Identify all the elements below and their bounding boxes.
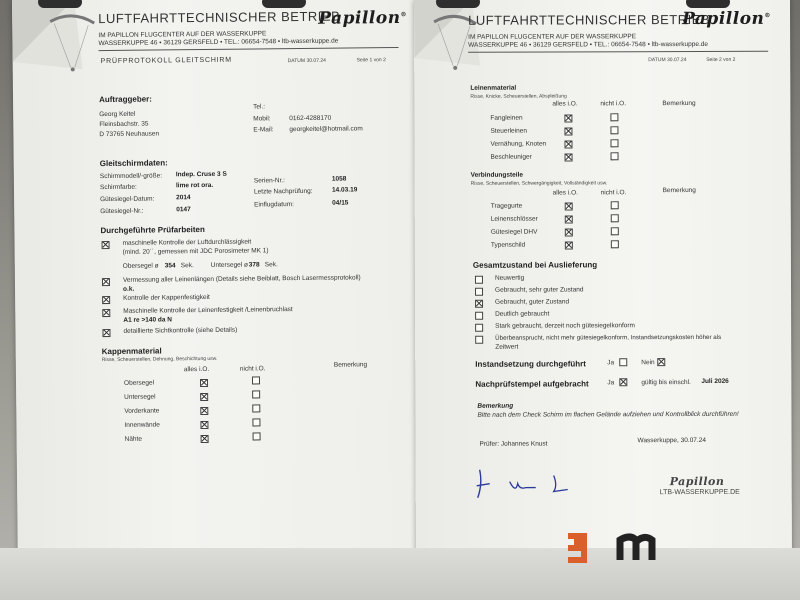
- stamp-yes-checkbox[interactable]: [619, 378, 627, 386]
- email-value: georgkeitel@hotmail.com: [289, 125, 363, 134]
- canopy-nok-checkbox[interactable]: [252, 376, 260, 384]
- lines-row-label: Vernähung, Knoten: [490, 140, 547, 148]
- papillon-logo: Papillon®: [682, 8, 771, 30]
- check-line-strength-checkbox[interactable]: [102, 309, 110, 317]
- condition-option-checkbox[interactable]: [475, 276, 483, 284]
- client-name: Georg Keitel: [99, 110, 136, 119]
- model-label: Schirmmodell/-größe:: [99, 172, 163, 181]
- binder-clip: [436, 0, 480, 8]
- seal-no-value: 0147: [176, 206, 191, 214]
- header-divider: [468, 51, 768, 53]
- condition-option-checkbox[interactable]: [475, 324, 483, 332]
- email-label: E-Mail:: [253, 126, 274, 134]
- stamp-yes-label: Ja: [607, 379, 615, 387]
- canopy-nok-checkbox[interactable]: [252, 404, 260, 412]
- company-address-line1: IM PAPILLON FLUGCENTER AUF DER WASSERKUPPE: [468, 33, 637, 41]
- flight-date-value: 04/15: [332, 199, 349, 207]
- check-line-lengths-checkbox[interactable]: [102, 278, 110, 286]
- client-street: Fleinsbachstr. 35: [99, 120, 149, 129]
- flight-date-label: Einflugdatum:: [254, 201, 294, 209]
- connectors-nok-checkbox[interactable]: [611, 240, 619, 248]
- inspector-signature: [474, 461, 594, 507]
- repair-yes-checkbox[interactable]: [619, 358, 627, 366]
- condition-option-label: Deutlich gebraucht: [495, 310, 550, 318]
- connectors-heading: Verbindungsteile: [470, 171, 523, 179]
- binder-base: [0, 548, 800, 600]
- connectors-ok-checkbox[interactable]: [565, 215, 573, 223]
- lines-ok-checkbox[interactable]: [564, 140, 572, 148]
- check-line-lengths-label: Vermessung aller Leinenlängen (Details siehe Beiblatt, Bosch Lasermessprotokoll): [122, 274, 361, 284]
- lines-nok-checkbox[interactable]: [611, 152, 619, 160]
- page-number: Seite 2 von 2: [706, 56, 736, 63]
- mobile-value: 0162-4288170: [289, 114, 332, 123]
- page-number: Seite 1 von 2: [356, 57, 386, 64]
- canopy-col-ok: alles i.O.: [183, 365, 210, 374]
- canopy-ok-checkbox[interactable]: [200, 421, 208, 429]
- lines-heading: Leinenmaterial: [470, 84, 517, 92]
- tel-label: Tel.:: [253, 103, 266, 111]
- repair-no-checkbox[interactable]: [657, 358, 665, 366]
- canopy-row-label: Vorderkante: [124, 407, 160, 415]
- condition-heading: Gesamtzustand bei Auslieferung: [472, 260, 598, 270]
- repair-no-label: Nein: [641, 359, 655, 367]
- protocol-date: DATUM 30.07.24: [287, 57, 326, 65]
- repair-label: Instandsetzung durchgeführt: [475, 359, 586, 369]
- last-check-value: 14.03.19: [331, 186, 358, 194]
- lines-ok-checkbox[interactable]: [565, 153, 573, 161]
- binder-clip: [262, 0, 306, 8]
- connectors-col-nok: nicht i.O.: [600, 189, 627, 197]
- connectors-row-label: Leinenschlösser: [490, 215, 538, 223]
- canopy-nok-checkbox[interactable]: [252, 418, 260, 426]
- stamp-text: LTB-WASSERKUPPE.DE: [659, 488, 740, 497]
- lower-sail-value: 378: [248, 261, 260, 269]
- place-date: Wasserkuppe, 30.07.24: [637, 436, 706, 445]
- check-visual-label: detaillierte Sichtkontrolle (siehe Details): [123, 326, 238, 335]
- canopy-description: Risse, Scheuerstellen, Dehnung, Beschichtung usw.: [101, 355, 218, 364]
- condition-option-checkbox[interactable]: [475, 288, 483, 296]
- canopy-ok-checkbox[interactable]: [200, 407, 208, 415]
- repair-yes-label: Ja: [607, 359, 615, 367]
- note-heading: Bemerkung: [477, 402, 514, 410]
- lines-ok-checkbox[interactable]: [564, 127, 572, 135]
- note-text: Bitte nach dem Check Schirm im flachen Gelände aufziehen und Kontrollblick durchführen!: [477, 410, 739, 419]
- paraglider-logo-icon: [48, 7, 97, 75]
- lines-ok-checkbox[interactable]: [564, 114, 572, 122]
- condition-option-label: Stark gebraucht, derzeit noch gütesiegelkonform: [495, 322, 635, 330]
- check-permeability-label: maschinelle Kontrolle der Luftdurchlässigkeit: [122, 238, 252, 247]
- company-address-line2: WASSERKUPPE 46 • 36129 GERSFELD • TEL.: 06654-7548 • ltb-wasserkuppe.de: [468, 40, 709, 49]
- stamp-label: Nachprüfstempel aufgebracht: [475, 379, 589, 389]
- canopy-nok-checkbox[interactable]: [253, 432, 261, 440]
- binder-brand-logo-icon: [560, 530, 660, 566]
- canopy-row-label: Innenwände: [124, 421, 160, 429]
- seal-date-value: 2014: [176, 194, 191, 202]
- canopy-row-label: Untersegel: [124, 393, 156, 401]
- condition-option-checkbox[interactable]: [475, 336, 483, 344]
- client-city: D 73765 Neuhausen: [99, 130, 160, 139]
- condition-option-label-cont: Zeitwert: [495, 343, 519, 351]
- connectors-col-ok: alles i.O.: [552, 189, 578, 197]
- stamp-valid-date: Juli 2026: [701, 377, 729, 385]
- lines-nok-checkbox[interactable]: [610, 139, 618, 147]
- condition-option-label: Neuwertig: [494, 274, 525, 282]
- canopy-ok-checkbox[interactable]: [201, 435, 209, 443]
- protocol-date: DATUM 30.07.24: [648, 57, 687, 64]
- lines-nok-checkbox[interactable]: [610, 113, 618, 121]
- condition-option-label: Überbeansprucht, nicht mehr gütesiegelkonform, Instandsetzungskosten höher als: [495, 333, 722, 342]
- condition-option-label: Gebraucht, sehr guter Zustand: [495, 286, 584, 294]
- check-line-lengths-result: o.k.: [122, 285, 135, 293]
- company-name: LUFTFAHRTTECHNISCHER BETRIEB: [468, 11, 711, 28]
- canopy-heading: Kappenmaterial: [101, 346, 162, 357]
- check-visual-checkbox[interactable]: [102, 329, 110, 337]
- checks-heading: Durchgeführte Prüfarbeiten: [100, 224, 205, 236]
- check-canopy-strength-label: Kontrolle der Kappenfestigkeit: [123, 293, 210, 302]
- lines-nok-checkbox[interactable]: [610, 126, 618, 134]
- check-permeability-detail: (mind. 20´´, gemessen mit JDC Porosimeter MK 1): [122, 247, 269, 256]
- binder-clip: [38, 0, 82, 8]
- binder-clip: [686, 0, 730, 8]
- condition-option-label: Gebraucht, guter Zustand: [495, 298, 570, 306]
- company-address-line2: WASSERKUPPE 46 • 36129 GERSFELD • TEL.: 06654-7548 • ltb-wasserkuppe.de: [98, 37, 339, 48]
- last-check-label: Letzte Nachprüfung:: [253, 187, 313, 196]
- client-heading: Auftraggeber:: [99, 94, 152, 105]
- lines-col-note: Bemerkung: [662, 100, 696, 108]
- canopy-col-nok: nicht i.O.: [239, 365, 266, 373]
- upper-sail-unit: Sek.: [180, 262, 194, 270]
- connectors-ok-checkbox[interactable]: [565, 202, 573, 210]
- connectors-row-label: Gütesiegel DHV: [490, 228, 538, 236]
- canopy-ok-checkbox[interactable]: [200, 393, 208, 401]
- lines-col-nok: nicht i.O.: [600, 100, 627, 108]
- lines-row-label: Steuerleinen: [490, 127, 527, 135]
- connectors-col-note: Bemerkung: [662, 187, 696, 195]
- serial-label: Serien-Nr.:: [253, 177, 286, 185]
- stamp-logo: Papillon: [669, 474, 725, 489]
- connectors-description: Risse, Scheuerstellen, Schwergängigkeit, Vollständigkeit usw.: [470, 180, 608, 187]
- company-stamp: [656, 474, 740, 501]
- lines-row-label: Fangleinen: [490, 114, 523, 122]
- model-value: Indep. Cruse 3 S: [175, 170, 227, 179]
- lower-sail-unit: Sek.: [264, 261, 278, 269]
- company-address-line1: IM PAPILLON FLUGCENTER AUF DER WASSERKUPPE: [98, 30, 267, 40]
- canopy-row-label: Nähte: [124, 435, 143, 443]
- condition-option-checkbox[interactable]: [475, 312, 483, 320]
- lines-row-label: Beschleuniger: [490, 153, 532, 161]
- canopy-nok-checkbox[interactable]: [252, 390, 260, 398]
- connectors-row-label: Tragegurte: [490, 202, 523, 210]
- connectors-ok-checkbox[interactable]: [565, 241, 573, 249]
- canopy-row-label: Obersegel: [123, 379, 155, 387]
- connectors-row-label: Typenschild: [490, 241, 526, 249]
- protocol-page-2: [414, 0, 792, 558]
- seal-date-label: Gütesiegel-Datum:: [100, 195, 155, 204]
- canopy-ok-checkbox[interactable]: [200, 379, 208, 387]
- lines-col-ok: alles i.O.: [552, 100, 578, 108]
- inspector-name: Prüfer: Johannes Knust: [479, 440, 548, 448]
- connectors-nok-checkbox[interactable]: [611, 214, 619, 222]
- connectors-nok-checkbox[interactable]: [611, 201, 619, 209]
- serial-value: 1058: [331, 175, 347, 183]
- lower-sail-label: Untersegel ø: [210, 261, 249, 269]
- stamp-valid-text: gültig bis einschl.: [641, 379, 691, 387]
- upper-sail-value: 354: [164, 262, 176, 270]
- check-line-strength-result: A1 re >140 da N: [123, 316, 173, 324]
- lines-description: Risse, Knicke, Scheuerstellen, Abspleißung: [470, 93, 567, 100]
- glider-heading: Gleitschirmdaten:: [99, 158, 168, 169]
- protocol-page-1: [12, 0, 422, 558]
- upper-sail-label: Obersegel ø: [122, 262, 159, 270]
- company-name: LUFTFAHRTTECHNISCHER BETRIEB: [98, 8, 341, 27]
- protocol-title: PRÜFPROTOKOLL GLEITSCHIRM: [100, 56, 232, 66]
- condition-option-checkbox[interactable]: [475, 300, 483, 308]
- connectors-nok-checkbox[interactable]: [611, 227, 619, 235]
- mobile-label: Mobil:: [253, 115, 271, 123]
- check-permeability-checkbox[interactable]: [102, 241, 110, 249]
- canopy-col-note: Bemerkung: [333, 361, 368, 369]
- papillon-logo: Papillon®: [318, 7, 408, 29]
- color-label: Schirmfarbe:: [99, 183, 137, 192]
- seal-no-label: Gütesiegel-Nr.:: [100, 207, 144, 216]
- connectors-ok-checkbox[interactable]: [565, 228, 573, 236]
- check-canopy-strength-checkbox[interactable]: [102, 296, 110, 304]
- color-value: lime rot ora.: [175, 181, 214, 190]
- check-line-strength-label: Maschinelle Kontrolle der Leinenfestigkeit /Leinenbruchlast: [123, 306, 293, 315]
- header-divider: [99, 47, 399, 51]
